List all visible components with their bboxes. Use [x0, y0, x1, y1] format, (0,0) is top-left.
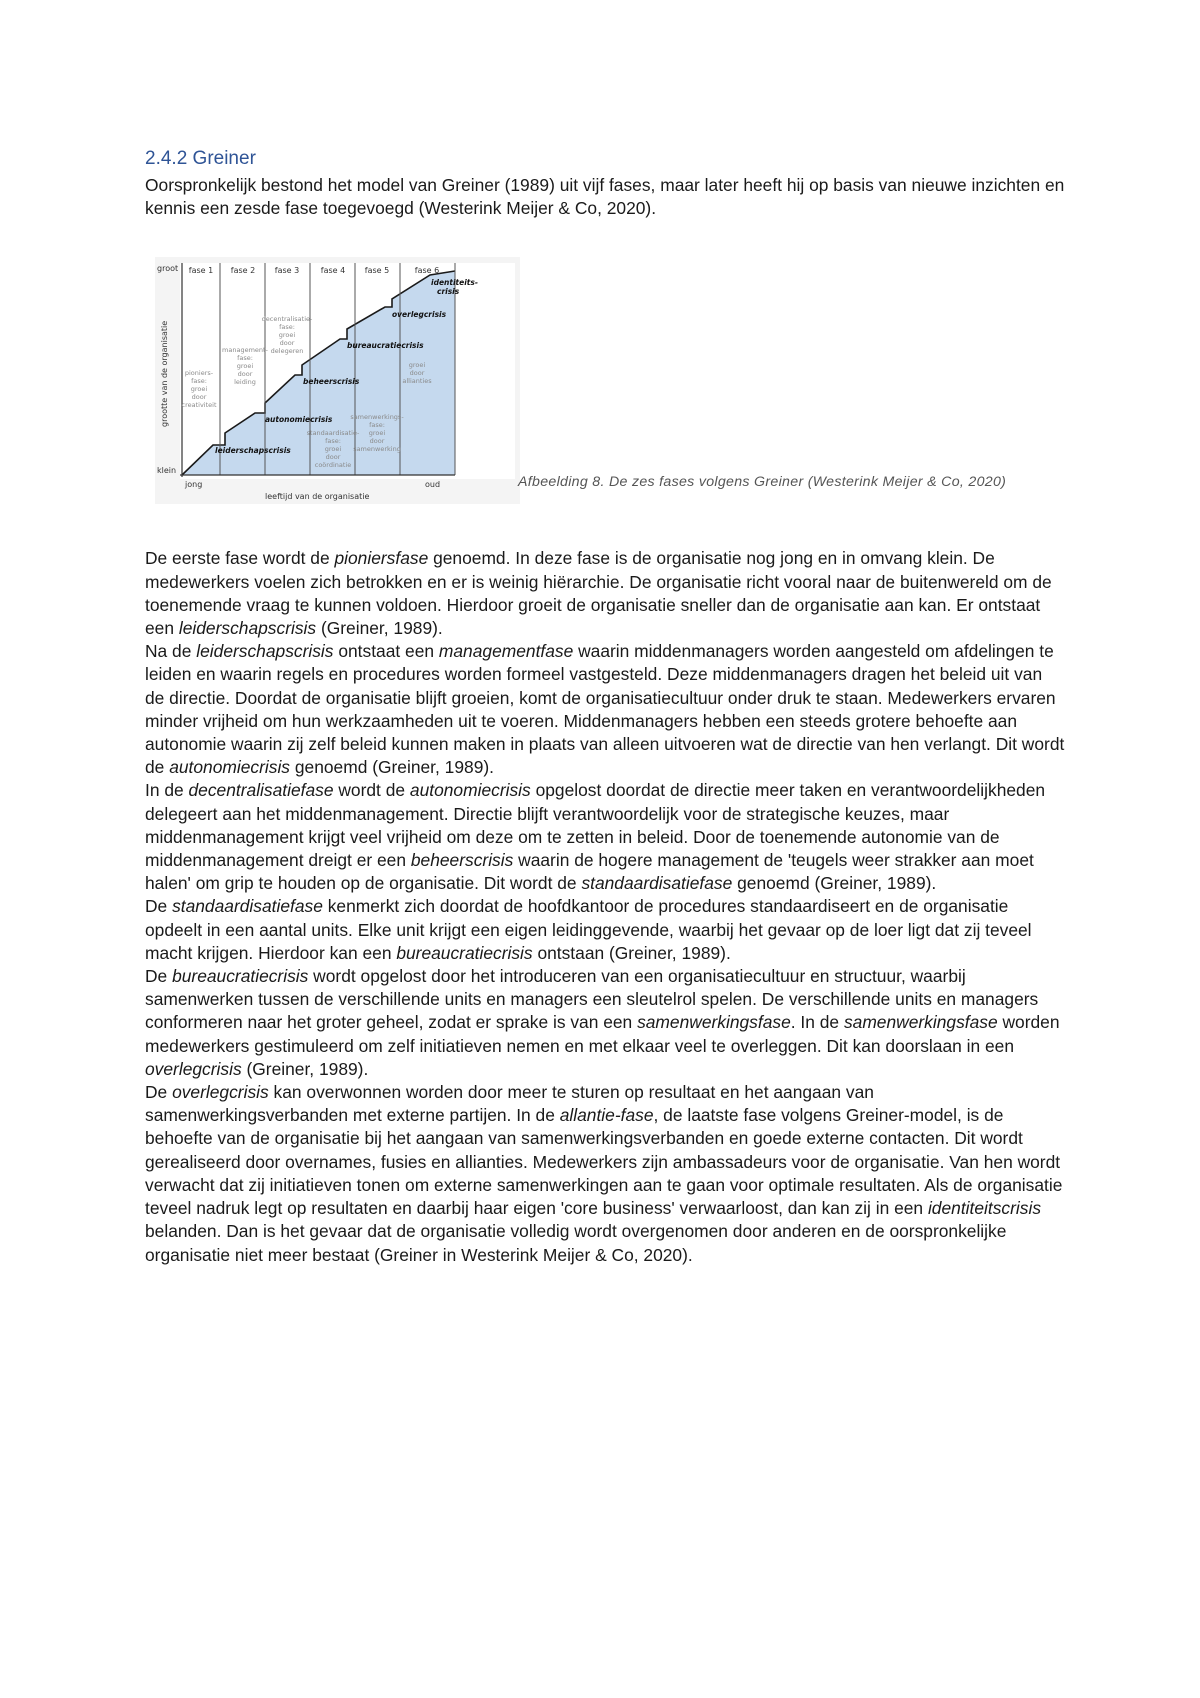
italic-term: overlegcrisis: [172, 1082, 269, 1103]
italic-term: leiderschapscrisis: [178, 618, 317, 639]
phase-desc-4e: coördinatie: [314, 461, 352, 470]
phase-desc-4d: door: [325, 453, 341, 462]
text-run: Na de: [145, 641, 197, 662]
phase-desc-6: groei: [408, 361, 426, 370]
phase-3-label: fase 3: [274, 266, 300, 276]
phase-desc-3b: fase:: [279, 323, 295, 332]
body-paragraph: [145, 547, 1065, 640]
text-run: De: [145, 1082, 173, 1103]
figure-row: [145, 257, 1065, 527]
body-paragraph: [145, 779, 1065, 895]
text-run: opgelost doordat de directie meer taken en verantwoordelijkheden delegeert aan het middenmanagement. Directie blijft verantwoordelijk voor de strategische keuzes, maar middenmanagement krijgt veel vrijheid om deze om te zetten in beleid. Door de toenemende autonomie van de middenmanagement dreigt er een: [145, 780, 1046, 871]
italic-term: pioniersfase: [334, 548, 429, 569]
figure-caption: Afbeelding 8. De zes fases volgens Greiner (Westerink Meijer & Co, 2020): [518, 474, 1007, 491]
text-run: De: [145, 966, 173, 987]
phase-1-label: fase 1: [188, 266, 214, 276]
phase-2-label: fase 2: [230, 266, 256, 276]
phase-6-label: fase 6: [414, 266, 440, 276]
phase-desc-5: samenwerkings-: [350, 413, 404, 422]
text-run: (Greiner, 1989).: [316, 618, 443, 639]
phase-desc-4c: groei: [324, 445, 342, 454]
italic-term: identiteitscrisis: [927, 1198, 1042, 1219]
body-paragraph: [145, 1081, 1065, 1267]
phase-desc-2d: door: [237, 370, 253, 379]
phase-desc-1b: fase:: [191, 377, 207, 386]
text-run: . In de: [790, 1012, 844, 1033]
phase-desc-2e: leiding: [234, 378, 256, 387]
x-right-label: oud: [425, 480, 441, 490]
phase-desc-4: standaardisatie-: [306, 429, 360, 438]
text-run: ontstaan (Greiner, 1989).: [532, 942, 731, 963]
text-run: ontstaat een: [333, 641, 439, 662]
italic-term: allantie-fase: [559, 1105, 654, 1126]
italic-term: managementfase: [438, 641, 574, 662]
crisis-label-autonomie: autonomiecrisis: [265, 415, 333, 425]
text-run: belanden. Dan is het gevaar dat de organisatie volledig wordt overgenomen door anderen en de oorspronkelijke organisatie niet meer bestaat (Greiner in Westerink Meijer & Co, 2020).: [145, 1221, 1007, 1265]
text-run: De eerste fase wordt de: [145, 548, 335, 569]
text-run: worden medewerkers gestimuleerd om zelf initiatieven nemen en met elkaar veel te overleggen. Dit kan doorslaan in een: [145, 1012, 1060, 1056]
phase-desc-6c: allianties: [402, 377, 432, 386]
x-axis-title: leeftijd van de organisatie: [265, 492, 370, 502]
italic-term: samenwerkingsfase: [637, 1012, 791, 1033]
phase-desc-4b: fase:: [325, 437, 341, 446]
phase-desc-3c: groei: [278, 331, 296, 340]
crisis-label-bureaucratie: bureaucratiecrisis: [347, 341, 424, 351]
phase-desc-5d: door: [369, 437, 385, 446]
text-run: genoemd. In deze fase is de organisatie nog jong en in omvang klein. De medewerkers voelen zich betrokken en er is weinig hiërarchie. De organisatie richt vooral naar de buitenwereld om de toenemende vraag te kunnen voldoen. Hierdoor groeit de organisatie sneller dan de organisatie aan kan. Er ontstaat een: [145, 548, 1052, 639]
crisis-label-overleg: overlegcrisis: [392, 310, 447, 320]
crisis-label-identiteit-2: crisis: [437, 287, 460, 297]
italic-term: standaardisatiefase: [172, 896, 323, 917]
y-top-label: groot: [157, 264, 179, 274]
phase-desc-1c: groei: [190, 385, 208, 394]
crisis-label-leiderschap: leiderschapscrisis: [215, 446, 291, 456]
crisis-label-identiteit-1: identiteits-: [431, 278, 478, 288]
text-run: kan overwonnen worden door meer te sturen op resultaat en het aangaan van samenwerkingsverbanden met externe partijen. In de: [145, 1082, 874, 1126]
text-run: In de: [145, 780, 189, 801]
section-heading: 2.4.2 Greiner: [145, 148, 256, 169]
body-paragraphs: [145, 547, 1065, 1266]
crisis-label-beheers: beheerscrisis: [303, 377, 360, 387]
text-run: genoemd (Greiner, 1989).: [290, 757, 494, 778]
italic-term: standaardisatiefase: [581, 873, 733, 894]
body-paragraph: [145, 640, 1065, 779]
italic-term: bureaucratiecrisis: [396, 942, 533, 963]
italic-term: beheerscrisis: [410, 850, 514, 871]
italic-term: autonomiecrisis: [169, 757, 291, 778]
text-run: De: [145, 896, 173, 917]
document-body: [145, 147, 1065, 1267]
body-paragraph: [145, 965, 1065, 1081]
phase-desc-3d: door: [279, 339, 295, 348]
text-run: waarin middenmanagers worden aangesteld om afdelingen te leiden en waarin regels en procedures worden formeel vastgesteld. Deze middenmanagers dragen het beleid uit van de directie. Doordat de organisatie blijft groeien, komt de organisatiecultuur onder druk te staan. Medewerkers ervaren minder vrijheid om hun werkzaamheden uit te voeren. Middenmanagers hebben een steeds grotere behoefte aan autonomie waarin zij zelf beleid kunnen maken in plaats van alleen uitvoeren wat de directie van hen verlangt. Dit wordt de: [145, 641, 1065, 778]
phase-desc-2c: groei: [236, 362, 254, 371]
phase-5-label: fase 5: [364, 266, 390, 276]
text-run: genoemd (Greiner, 1989).: [732, 873, 937, 894]
italic-term: overlegcrisis: [145, 1058, 242, 1079]
italic-term: bureaucratiecrisis: [172, 966, 309, 987]
y-bottom-label: klein: [157, 466, 177, 476]
italic-term: samenwerkingsfase: [843, 1012, 998, 1033]
y-axis-title: grootte van de organisatie: [160, 321, 169, 428]
text-run: (Greiner, 1989).: [241, 1058, 369, 1079]
x-left-label: jong: [185, 480, 203, 490]
phase-desc-5b: fase:: [369, 421, 385, 430]
greiner-model-figure: [155, 257, 520, 504]
phase-4-label: fase 4: [320, 266, 346, 276]
phase-desc-3: decentralisatie-: [261, 315, 313, 324]
phase-desc-5c: groei: [368, 429, 386, 438]
italic-term: leiderschapscrisis: [196, 641, 334, 662]
italic-term: autonomiecrisis: [409, 780, 531, 801]
phase-desc-1: pioniers-: [184, 369, 214, 378]
italic-term: decentralisatiefase: [188, 780, 334, 801]
text-run: waarin de hogere management de 'teugels weer strakker aan moet halen' om grip te houden op de organisatie. Dit wordt de: [145, 850, 1034, 894]
text-run: kenmerkt zich doordat de hoofdkantoor de procedures standaardiseert en de organisatie opdeelt in een aantal units. Elke unit krijgt een eigen leidinggevende, waarbij het gevaar op de loer ligt dat zij teveel macht krijgen. Hierdoor kan een: [145, 896, 1032, 963]
phase-desc-2: management-: [222, 346, 268, 355]
phase-desc-5e: samenwerking: [353, 445, 401, 454]
text-run: wordt de: [333, 780, 410, 801]
intro-paragraph: Oorspronkelijk bestond het model van Greiner (1989) uit vijf fases, maar later heeft hij op basis van nieuwe inzichten en kennis een zesde fase toegevoegd (Westerink Meijer & Co, 2020).: [145, 175, 1065, 219]
phase-desc-6b: door: [409, 369, 425, 378]
phase-desc-3e: delegeren: [270, 347, 304, 356]
phase-desc-2b: fase:: [237, 354, 253, 363]
phase-desc-1e: creativiteit: [181, 401, 217, 410]
phase-desc-1d: door: [191, 393, 207, 402]
text-run: , de laatste fase volgens Greiner-model, is de behoefte van de organisatie bij het aangaan van samenwerkingsverbanden en goede externe contacten. Dit wordt gerealiseerd door overnames, fusies en allianties. Medewerkers zijn ambassadeurs voor de organisatie. Van hen wordt verwacht dat zij initiatieven tonen om externe samenwerkingen aan te gaan voor optimale resultaten. Als de organisatie teveel nadruk legt op resultaten en daarbij haar eigen 'core business' verwaarloost, dan kan zij in een: [145, 1105, 1063, 1219]
text-run: wordt opgelost door het introduceren van een organisatiecultuur en structuur, waarbij samenwerken tussen de verschillende units en managers een sleutelrol spelen. De verschillende units en managers conformeren naar het groter geheel, zodat er sprake is van een: [145, 966, 1039, 1033]
body-paragraph: [145, 895, 1065, 965]
